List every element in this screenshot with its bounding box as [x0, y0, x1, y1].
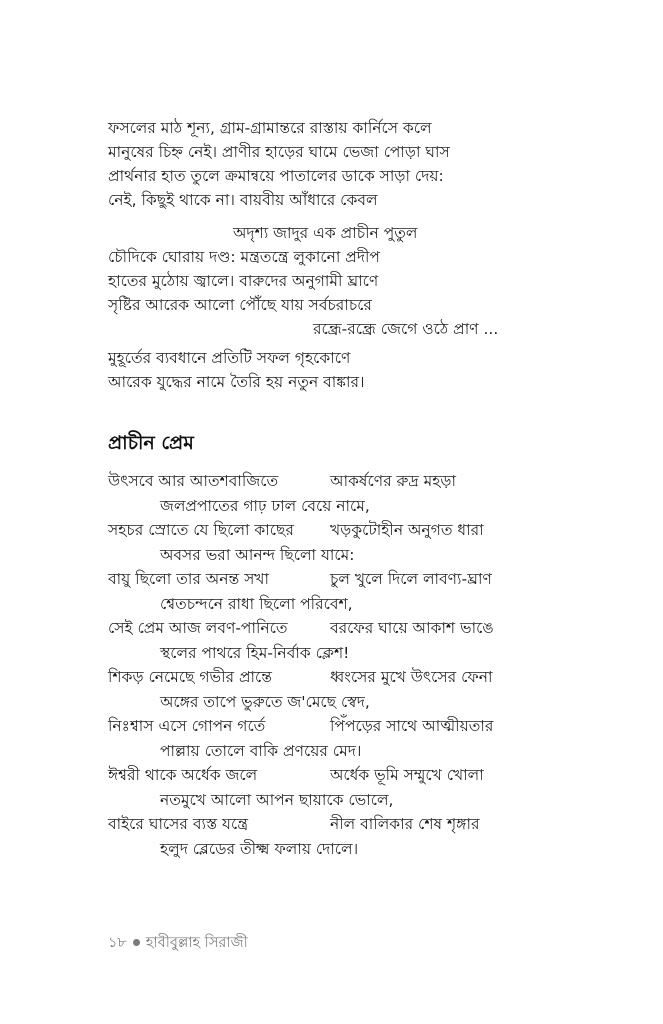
couplet-sub-line: পাল্লায় তোলে বাকি প্রণয়ের মেদ।	[160, 741, 362, 760]
couplet-main-line	[108, 518, 568, 543]
couplet-sub-line: হলুদ ব্লেডের তীক্ষ্ম ফলায় দোলে।	[160, 839, 359, 858]
stanza-1	[108, 116, 568, 212]
poem-line: হাতের মুঠোয় জ্বালে। বারুদের অনুগামী ঘ্রাণে	[108, 272, 379, 290]
couplet-left: শিকড় নেমেছে গভীর প্রান্তে	[108, 668, 272, 686]
poem-line: সৃষ্টির আরেক আলো পৌঁছে যায় সর্বচরাচরে	[108, 296, 372, 314]
poem-line-closing: রন্ধ্রে-রন্ধ্রে জেগে ওঠে প্রাণ ...	[313, 320, 499, 338]
couplet-right: আকর্ষণের রুদ্র মহড়া	[330, 472, 456, 490]
couplet-left: সহচর স্রোতে যে ছিলো কাছের	[108, 521, 294, 539]
couplet	[108, 518, 568, 567]
couplet-main-line	[108, 714, 568, 739]
couplet-left: বাইরে ঘাসের ব্যস্ত যন্ত্রে	[108, 815, 248, 833]
couplet-sub-line: অঙ্গের তাপে ভুরুতে জ'মেছে স্বেদ,	[160, 692, 370, 711]
couplet-main-line	[108, 665, 568, 690]
bullet-icon	[133, 939, 140, 946]
poem-line-centered: অদৃশ্য জাদুর এক প্রাচীন পুতুল	[233, 224, 418, 242]
poem-line: চৌদিকে ঘোরায় দণ্ড: মন্ত্রতন্ত্রে লুকানো প্রদীপ	[108, 248, 380, 266]
stanza-2	[108, 221, 568, 341]
couplet	[108, 616, 568, 665]
page-number: ১৮	[108, 935, 127, 951]
couplet-right: চুল খুলে দিলে লাবণ্য-ঘ্রাণ	[330, 570, 492, 588]
couplet-main-line	[108, 616, 568, 641]
couplet-sub-line: শ্বেতচন্দনে রাধা ছিলো পরিবেশ,	[160, 594, 353, 613]
couplet	[108, 812, 568, 861]
couplet	[108, 714, 568, 763]
couplet-left: সেই প্রেম আজ লবণ-পানিতে	[108, 619, 288, 637]
poem-title: প্রাচীন প্রেম	[108, 432, 194, 454]
couplet	[108, 763, 568, 812]
couplet-right: ধ্বংসের মুখে উৎসের ফেনা	[330, 668, 493, 686]
poem-line: আরেক যুদ্ধের নামে তৈরি হয় নতুন বাঙ্কার।	[108, 373, 365, 391]
couplet-sub-line: স্থলের পাথরে হিম-নির্বাক ক্লেশ!	[160, 643, 350, 662]
author-name: হাবীবুল্লাহ সিরাজী	[145, 935, 248, 951]
couplet-sub-line: অবসর ভরা আনন্দ ছিলো যামে:	[160, 545, 355, 564]
page-footer	[108, 931, 248, 955]
couplet-main-line	[108, 812, 568, 837]
couplet-sub-line: নতমুখে আলো আপন ছায়াকে ভোলে,	[160, 790, 394, 809]
poem-line: প্রার্থনার হাত তুলে ক্রমান্বয়ে পাতালের ডাকে সাড়া দেয়:	[108, 167, 444, 185]
poem-line: মানুষের চিহ্ন নেই। প্রাণীর হাড়ের ঘামে ভেজা পোড়া ঘাস	[108, 143, 450, 161]
couplet	[108, 469, 568, 518]
poem-line: ফসলের মাঠ শূন্য, গ্রাম-গ্রামান্তরে রাস্তায় কার্নিসে কলে	[108, 119, 432, 137]
couplet-right: বরফের ঘায়ে আকাশ ভাঙে	[330, 619, 494, 637]
couplet-left: উৎসবে আর আতশবাজিতে	[108, 472, 279, 490]
stanza-3	[108, 346, 568, 394]
couplet-main-line	[108, 763, 568, 788]
couplet-right: খড়কুটোহীন অনুগত ধারা	[330, 521, 484, 539]
couplet-right: নীল বালিকার শেষ শৃঙ্গার	[330, 815, 480, 833]
couplet-left: বায়ু ছিলো তার অনন্ত সখা	[108, 570, 269, 588]
poem-line: মুহূর্তের ব্যবধানে প্রতিটি সফল গৃহকোণে	[108, 349, 351, 367]
couplet-right: অর্ধেক ভূমি সম্মুখে খোলা	[330, 766, 484, 784]
poem-body	[108, 469, 568, 861]
couplet	[108, 567, 568, 616]
couplet-right: পিঁপড়ের সাথে আত্মীয়তার	[330, 717, 494, 735]
couplet	[108, 665, 568, 714]
poem-line: নেই, কিছুই থাকে না। বায়বীয় আঁধারে কেবল	[108, 191, 378, 209]
couplet-left: ঈশ্বরী থাকে অর্ধেক জলে	[108, 766, 258, 784]
couplet-main-line	[108, 469, 568, 494]
couplet-left: নিঃশ্বাস এসে গোপন গর্তে	[108, 717, 266, 735]
couplet-main-line	[108, 567, 568, 592]
couplet-sub-line: জলপ্রপাতের গাঢ় ঢাল বেয়ে নামে,	[160, 496, 370, 515]
